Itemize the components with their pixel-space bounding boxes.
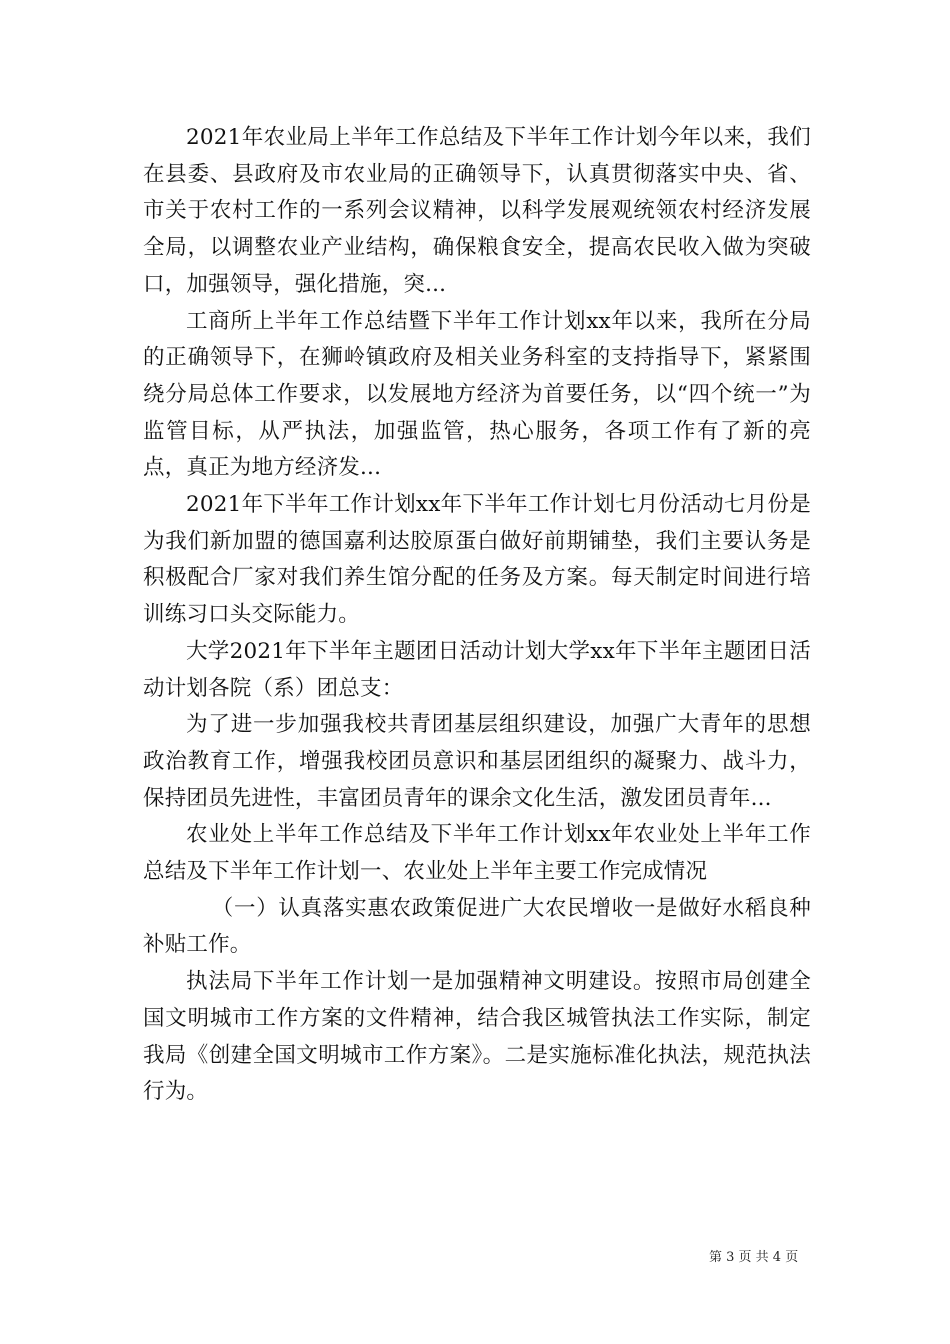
- paragraph-farmer-subsidy: （一）认真落实惠农政策促进广大农民增收一是做好水稻良种补贴工作。: [143, 895, 811, 958]
- paragraph-industry-commerce-summary: 工商所上半年工作总结暨下半年工作计划xx年以来，我所在分局的正确领导下，在狮岭镇政府及相关业务科室的支持指导下，紧紧围绕分局总体工作要求，以发展地方经济为首要任务，以“四个统一”为监管目标，从严执法，加强监管，热心服务，各项工作有了新的亮点，真正为地方经济发...: [143, 308, 811, 481]
- paragraph-agriculture-department-summary: 农业处上半年工作总结及下半年工作计划xx年农业处上半年工作总结及下半年工作计划一、农业处上半年主要工作完成情况: [143, 822, 811, 885]
- paragraph-law-enforcement-plan: 执法局下半年工作计划一是加强精神文明建设。按照市局创建全国文明城市工作方案的文件精神，结合我区城管执法工作实际，制定我局《创建全国文明城市工作方案》。二是实施标准化执法，规范执法行为。: [143, 969, 811, 1105]
- paragraph-league-organization-building: 为了进一步加强我校共青团基层组织建设，加强广大青年的思想政治教育工作，增强我校团员意识和基层团组织的凝聚力、战斗力，保持团员先进性，丰富团员青年的课余文化生活，激发团员青年...: [143, 712, 811, 811]
- paragraph-university-league-activity: 大学2021年下半年主题团日活动计划大学xx年下半年主题团日活动计划各院（系）团总支：: [143, 638, 811, 701]
- document-body: [143, 120, 811, 1111]
- paragraph-agriculture-bureau-summary: 2021年农业局上半年工作总结及下半年工作计划今年以来，我们在县委、县政府及市农业局的正确领导下，认真贯彻落实中央、省、市关于农村工作的一系列会议精神，以科学发展观统领农村经济发展全局，以调整农业产业结构，确保粮食安全，提高农民收入做为突破口，加强领导，强化措施，突...: [143, 125, 811, 297]
- page-number-footer: 第 3 页 共 4 页: [709, 1250, 799, 1265]
- paragraph-second-half-plan: 2021年下半年工作计划xx年下半年工作计划七月份活动七月份是为我们新加盟的德国嘉利达胶原蛋白做好前期铺垫，我们主要认务是积极配合厂家对我们养生馆分配的任务及方案。每天制定时间进行培训练习口头交际能力。: [143, 492, 811, 628]
